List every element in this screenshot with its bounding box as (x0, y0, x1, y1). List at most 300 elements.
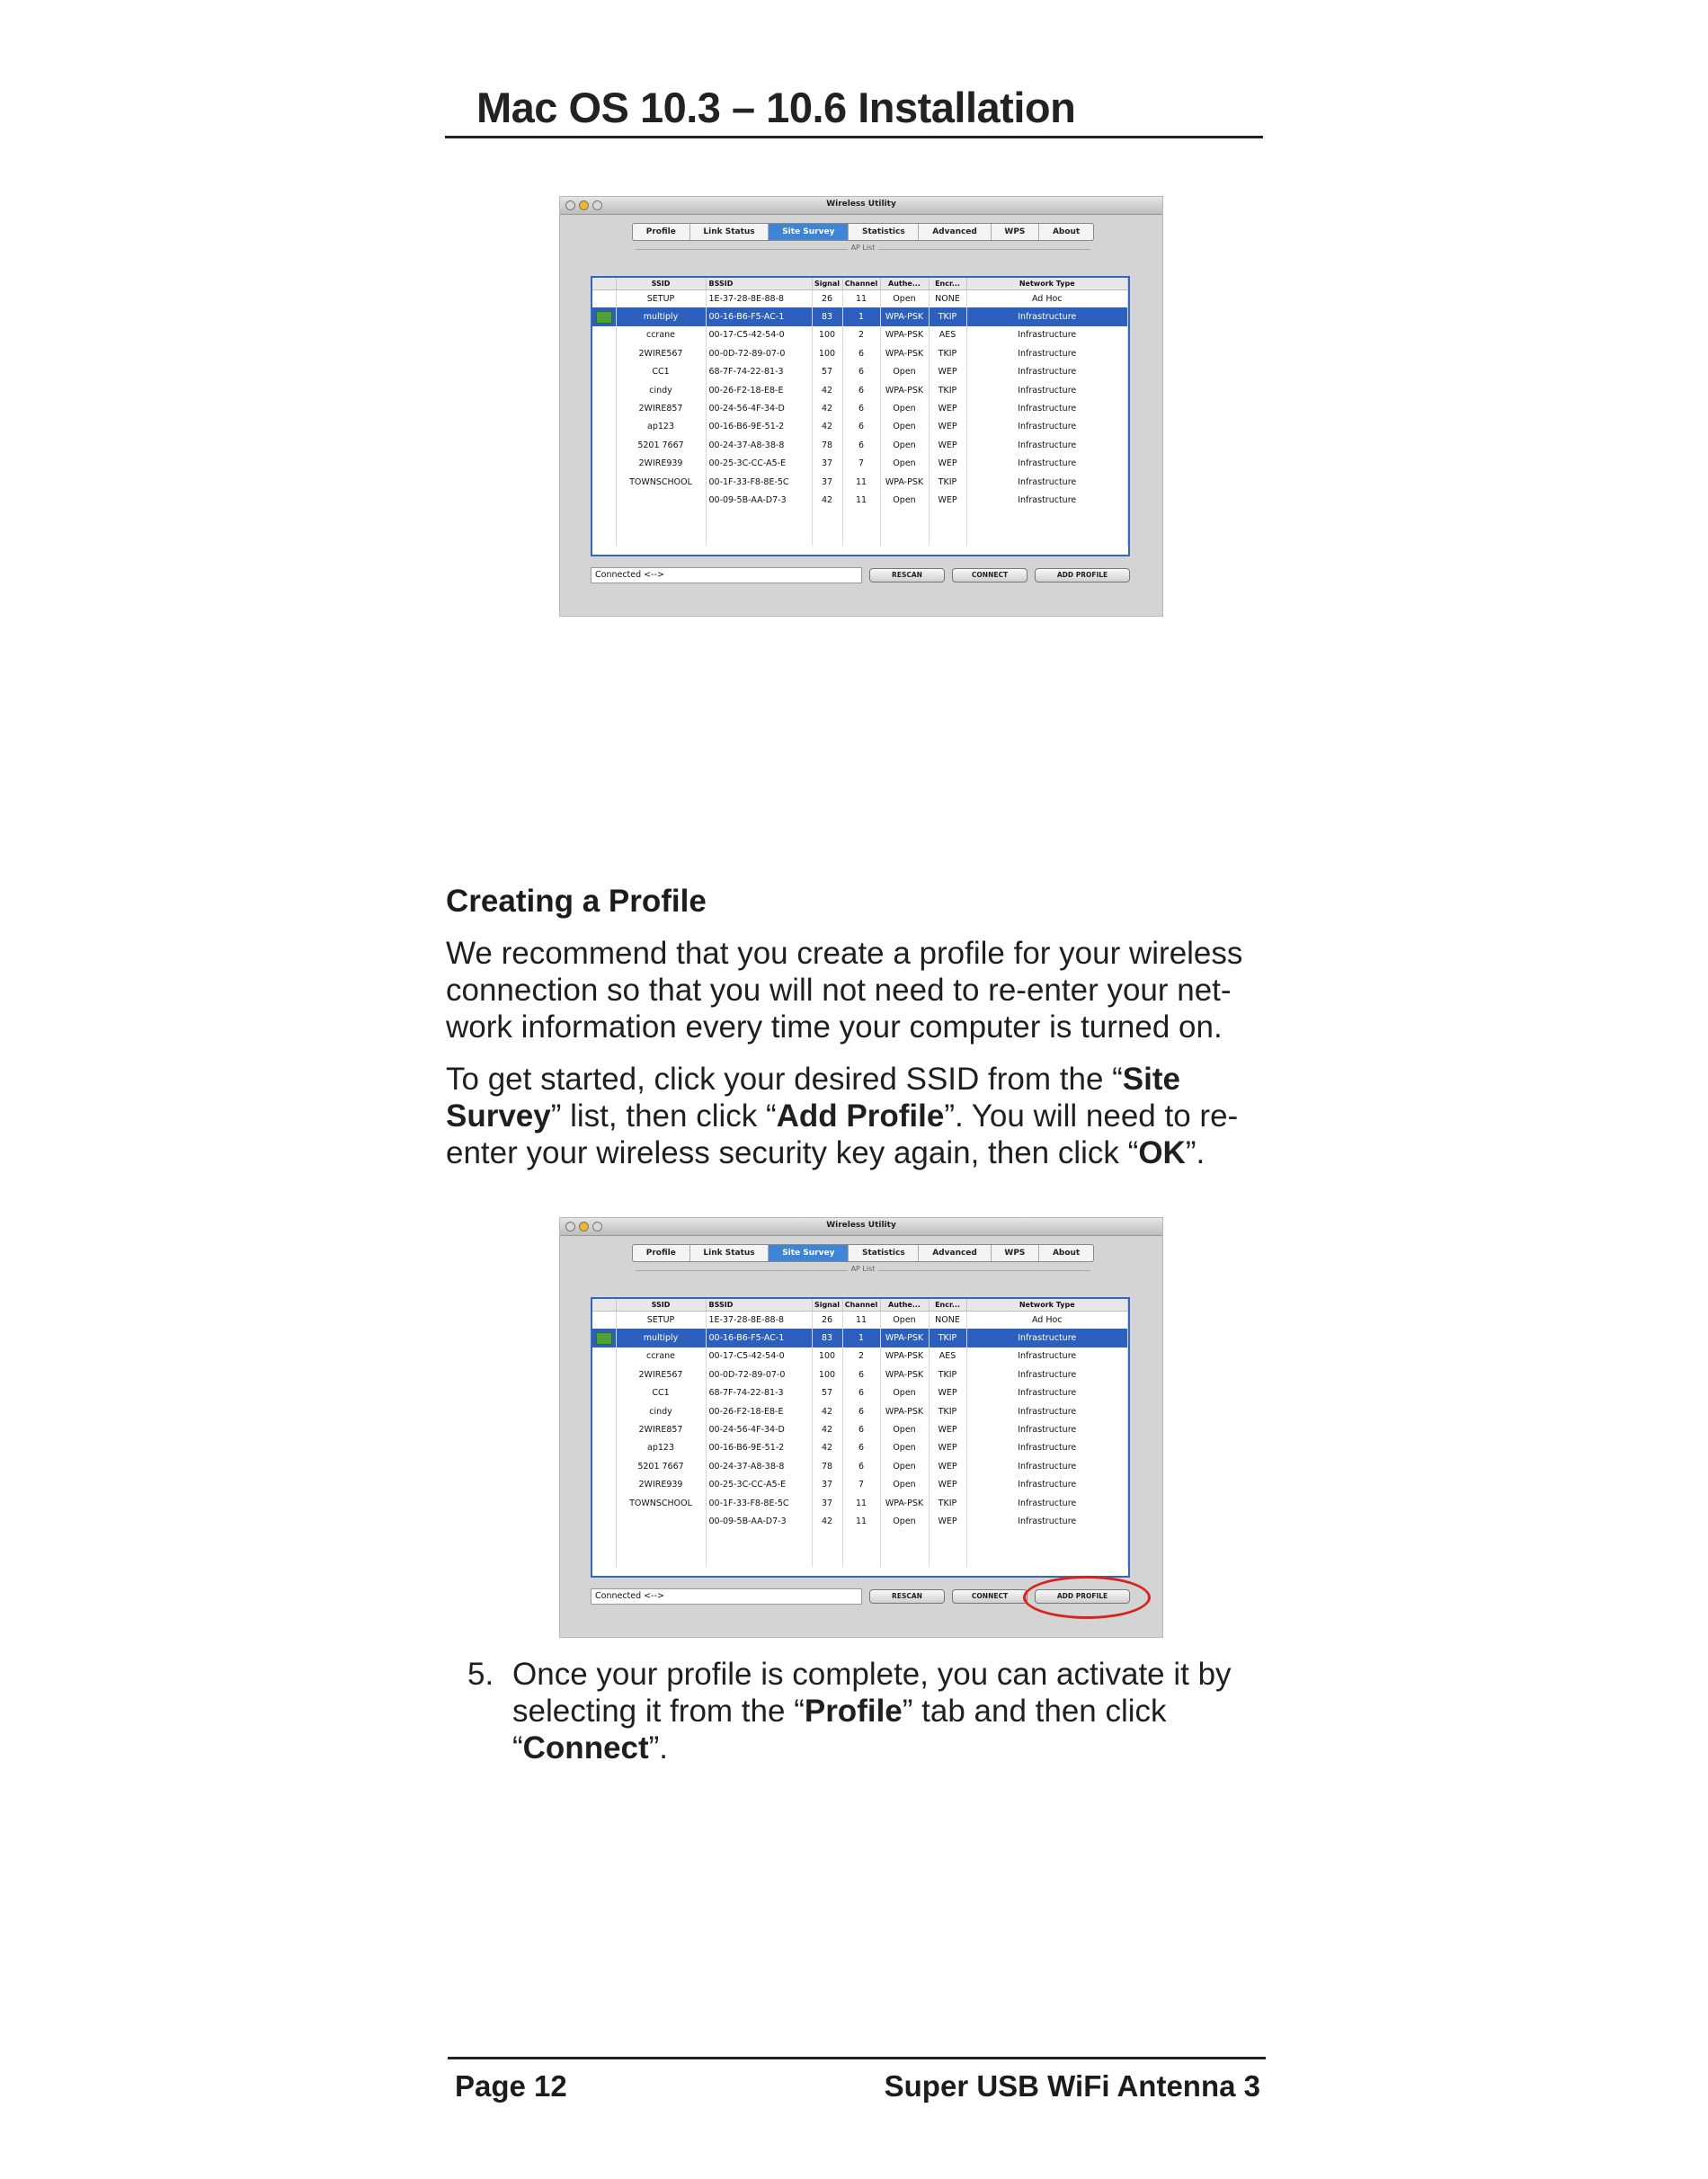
table-cell: multiply (616, 1329, 706, 1347)
table-cell (592, 491, 616, 509)
footer-page-number: Page 12 (455, 2069, 567, 2103)
table-cell: Open (880, 418, 929, 436)
table-cell: 42 (812, 1439, 842, 1457)
table-cell (592, 1384, 616, 1402)
para2-add-profile: Add Profile (776, 1098, 945, 1134)
para2-text-e: ”. You will need to re-enter your wireless security key again, then click “ (446, 1098, 1239, 1170)
table-cell (929, 528, 966, 546)
table-cell: WEP (929, 1512, 966, 1530)
table-cell: TKIP (929, 381, 966, 399)
table-cell: ccrane (616, 1347, 706, 1365)
table-cell: TKIP (929, 473, 966, 491)
table-cell: WEP (929, 1457, 966, 1475)
table-cell: Infrastructure (966, 1439, 1128, 1457)
table-cell (592, 289, 616, 307)
table-cell: 00-1F-33-F8-8E-5C (706, 473, 812, 491)
table-row[interactable] (592, 1439, 1128, 1457)
tab-bar (632, 1244, 1094, 1262)
column-header[interactable]: Signal (812, 1299, 842, 1311)
wireless-utility-screenshot-bottom (559, 1217, 1163, 1638)
table-row[interactable] (592, 1384, 1128, 1402)
table-cell (592, 1402, 616, 1420)
table-cell (812, 510, 842, 528)
table-cell: 1E-37-28-8E-88-8 (706, 289, 812, 307)
column-header[interactable]: BSSID (706, 1299, 812, 1311)
step-profile: Profile (804, 1694, 903, 1729)
table-cell (812, 1531, 842, 1549)
table-cell: WEP (929, 1420, 966, 1438)
table-cell: 6 (842, 1384, 880, 1402)
table-cell (616, 1512, 706, 1530)
table-cell (616, 491, 706, 509)
table-cell: 00-09-5B-AA-D7-3 (706, 491, 812, 509)
table-cell: 00-0D-72-89-07-0 (706, 1365, 812, 1383)
tab-bar (632, 223, 1094, 241)
connected-status-icon (596, 311, 612, 324)
table-cell: Open (880, 491, 929, 509)
table-cell: 00-0D-72-89-07-0 (706, 344, 812, 362)
table-cell: 42 (812, 399, 842, 417)
table-cell (706, 1549, 812, 1567)
table-cell: Infrastructure (966, 399, 1128, 417)
column-header[interactable]: Network Type (966, 1299, 1128, 1311)
table-cell: 11 (842, 473, 880, 491)
table-cell (592, 1329, 616, 1347)
table-cell: TKIP (929, 1494, 966, 1512)
step-text-c: ” tab and then click “ (512, 1694, 1167, 1765)
table-row[interactable] (592, 1311, 1128, 1329)
table-cell (592, 455, 616, 473)
table-cell (592, 363, 616, 381)
add-profile-button[interactable]: ADD PROFILE (1035, 568, 1130, 583)
table-cell: 42 (812, 1402, 842, 1420)
table-cell: 26 (812, 289, 842, 307)
table-row[interactable] (592, 436, 1128, 454)
table-cell: NONE (929, 1311, 966, 1329)
table-cell: 37 (812, 1494, 842, 1512)
table-cell (616, 510, 706, 528)
ap-list-table[interactable] (591, 276, 1130, 556)
table-cell (592, 1549, 616, 1567)
column-header[interactable] (592, 1299, 616, 1311)
table-cell: Infrastructure (966, 326, 1128, 344)
paragraph-instructions (446, 1061, 1269, 1171)
table-cell: WEP (929, 1384, 966, 1402)
table-cell: 68-7F-74-22-81-3 (706, 1384, 812, 1402)
table-cell (592, 307, 616, 325)
column-header[interactable]: Authe... (880, 278, 929, 289)
table-row (592, 1549, 1128, 1567)
table-cell: 00-16-B6-F5-AC-1 (706, 307, 812, 325)
table-cell: NONE (929, 289, 966, 307)
table-cell: 7 (842, 455, 880, 473)
table-cell: 2WIRE939 (616, 1476, 706, 1494)
table-cell: Infrastructure (966, 418, 1128, 436)
table-cell (592, 1494, 616, 1512)
table-cell (592, 436, 616, 454)
table-cell: cindy (616, 1402, 706, 1420)
step-text (512, 1656, 1285, 1766)
table-cell: 26 (812, 1311, 842, 1329)
tab-site-survey[interactable]: Site Survey (769, 1245, 849, 1261)
table-cell (592, 344, 616, 362)
table-cell: AES (929, 326, 966, 344)
table-cell: TKIP (929, 1365, 966, 1383)
table-cell: Open (880, 1420, 929, 1438)
page-header-title: Mac OS 10.3 – 10.6 Installation (476, 84, 1076, 131)
table-row[interactable] (592, 1402, 1128, 1420)
table-cell: CC1 (616, 1384, 706, 1402)
table-cell: WPA-PSK (880, 1329, 929, 1347)
column-header[interactable]: BSSID (706, 278, 812, 289)
table-cell: 2WIRE567 (616, 1365, 706, 1383)
table-row[interactable] (592, 344, 1128, 362)
table-cell: TKIP (929, 307, 966, 325)
table-cell: 00-16-B6-F5-AC-1 (706, 1329, 812, 1347)
table-cell: Infrastructure (966, 436, 1128, 454)
table-cell: WPA-PSK (880, 473, 929, 491)
table-cell: Infrastructure (966, 363, 1128, 381)
table-row[interactable] (592, 1476, 1128, 1494)
table-cell: 00-26-F2-18-E8-E (706, 381, 812, 399)
table-cell: 00-09-5B-AA-D7-3 (706, 1512, 812, 1530)
table-row[interactable] (592, 1512, 1128, 1530)
table-row[interactable] (592, 1457, 1128, 1475)
table-cell: WEP (929, 363, 966, 381)
table-cell: 11 (842, 1311, 880, 1329)
table-row[interactable] (592, 363, 1128, 381)
table-cell: 11 (842, 289, 880, 307)
column-header[interactable]: SSID (616, 1299, 706, 1311)
table-cell: 00-16-B6-9E-51-2 (706, 1439, 812, 1457)
tab-about[interactable]: About (1052, 227, 1081, 236)
tab-statistics[interactable]: Statistics (849, 1245, 919, 1261)
table-cell: 6 (842, 399, 880, 417)
table-cell: 11 (842, 491, 880, 509)
table-cell (880, 528, 929, 546)
table-cell: Open (880, 399, 929, 417)
table-cell: CC1 (616, 363, 706, 381)
table-row (592, 528, 1128, 546)
ap-list-table[interactable] (591, 1297, 1130, 1578)
table-cell: TKIP (929, 1329, 966, 1347)
table-cell: Open (880, 1476, 929, 1494)
ap-list-group (636, 1265, 1090, 1277)
section-heading: Creating a Profile (446, 884, 707, 919)
paragraph-intro: We recommend that you create a profile for your wireless connection so that you will not need to re-enter your net-work information every time your computer is turned on. (446, 936, 1243, 1045)
table-cell: TKIP (929, 344, 966, 362)
table-cell: WPA-PSK (880, 344, 929, 362)
table-cell: TKIP (929, 1402, 966, 1420)
table-cell (592, 528, 616, 546)
para2-text-g: ”. (1185, 1135, 1205, 1170)
table-row[interactable] (592, 307, 1128, 325)
table-cell (592, 1420, 616, 1438)
table-row (592, 1531, 1128, 1549)
table-cell: 6 (842, 436, 880, 454)
table-cell (592, 1365, 616, 1383)
table-cell: 78 (812, 1457, 842, 1475)
ap-list-group (636, 244, 1090, 256)
column-header[interactable]: Authe... (880, 1299, 929, 1311)
table-cell (929, 1531, 966, 1549)
table-cell (812, 528, 842, 546)
table-cell: WPA-PSK (880, 326, 929, 344)
table-cell: Open (880, 436, 929, 454)
table-cell: 00-1F-33-F8-8E-5C (706, 1494, 812, 1512)
table-cell: 00-24-56-4F-34-D (706, 399, 812, 417)
table-cell: 42 (812, 491, 842, 509)
tab-advanced[interactable]: Advanced (919, 1245, 991, 1261)
para2-ok: OK (1138, 1135, 1186, 1170)
table-cell (592, 473, 616, 491)
table-cell: 2WIRE567 (616, 344, 706, 362)
table-row[interactable] (592, 473, 1128, 491)
table-row[interactable] (592, 418, 1128, 436)
table-cell (592, 1476, 616, 1494)
table-cell: AES (929, 1347, 966, 1365)
table-cell: 57 (812, 1384, 842, 1402)
table-cell: WEP (929, 1476, 966, 1494)
table-cell: SETUP (616, 289, 706, 307)
table-cell (880, 1531, 929, 1549)
table-cell: 2WIRE857 (616, 399, 706, 417)
table-cell: Infrastructure (966, 1476, 1128, 1494)
table-cell: Infrastructure (966, 1494, 1128, 1512)
column-header[interactable]: Encr... (929, 1299, 966, 1311)
table-cell: Infrastructure (966, 1420, 1128, 1438)
tab-site-survey[interactable]: Site Survey (769, 224, 849, 240)
table-cell: WPA-PSK (880, 1347, 929, 1365)
table-cell: Open (880, 1311, 929, 1329)
table-cell (929, 510, 966, 528)
column-header[interactable]: Channel (842, 1299, 880, 1311)
table-row[interactable] (592, 455, 1128, 473)
window-title: Wireless Utility (826, 200, 896, 209)
connect-button[interactable]: CONNECT (952, 568, 1027, 583)
table-cell: ap123 (616, 1439, 706, 1457)
table-cell: 6 (842, 418, 880, 436)
table-cell (592, 1512, 616, 1530)
add-profile-highlight-circle (1023, 1576, 1151, 1619)
table-cell: 6 (842, 1420, 880, 1438)
table-cell: 00-24-37-A8-38-8 (706, 436, 812, 454)
table-cell: Open (880, 1439, 929, 1457)
table-cell: 83 (812, 1329, 842, 1347)
tab-statistics[interactable]: Statistics (849, 224, 919, 240)
table-cell: cindy (616, 381, 706, 399)
header-rule (445, 136, 1263, 138)
table-cell: Infrastructure (966, 1402, 1128, 1420)
table-cell: Ad Hoc (966, 289, 1128, 307)
table-cell: Infrastructure (966, 473, 1128, 491)
table-cell: 37 (812, 1476, 842, 1494)
table-row[interactable] (592, 1420, 1128, 1438)
table-row[interactable] (592, 289, 1128, 307)
table-cell: multiply (616, 307, 706, 325)
add-profile-button[interactable]: ADD PROFILE (1035, 1589, 1130, 1604)
column-header[interactable]: Network Type (966, 278, 1128, 289)
table-cell: 1 (842, 1329, 880, 1347)
tab-advanced[interactable]: Advanced (919, 224, 991, 240)
step-connect: Connect (522, 1730, 649, 1765)
table-cell: Open (880, 1512, 929, 1530)
table-cell: WPA-PSK (880, 1494, 929, 1512)
rescan-button[interactable]: RESCAN (869, 568, 945, 583)
column-header[interactable]: Encr... (929, 278, 966, 289)
table-row (592, 510, 1128, 528)
table-cell (592, 1347, 616, 1365)
table-cell (616, 528, 706, 546)
table-cell (966, 1531, 1128, 1549)
footer-rule (448, 2057, 1266, 2059)
table-cell: 5201 7667 (616, 1457, 706, 1475)
table-cell: 2WIRE939 (616, 455, 706, 473)
table-cell: WPA-PSK (880, 1402, 929, 1420)
table-cell (616, 1549, 706, 1567)
connection-status-field: Connected <--> (591, 567, 862, 583)
tab-profile[interactable]: Profile (633, 1245, 690, 1261)
table-row[interactable] (592, 1494, 1128, 1512)
table-cell: 00-17-C5-42-54-0 (706, 1347, 812, 1365)
table-row[interactable] (592, 399, 1128, 417)
window-title: Wireless Utility (826, 1221, 896, 1230)
table-cell: 00-16-B6-9E-51-2 (706, 418, 812, 436)
table-cell: ap123 (616, 418, 706, 436)
table-cell: Open (880, 363, 929, 381)
table-cell: 37 (812, 455, 842, 473)
table-cell: 6 (842, 1365, 880, 1383)
table-row[interactable] (592, 381, 1128, 399)
table-cell: TOWNSCHOOL (616, 1494, 706, 1512)
table-cell: 68-7F-74-22-81-3 (706, 363, 812, 381)
table-cell: WEP (929, 1439, 966, 1457)
table-row[interactable] (592, 1329, 1128, 1347)
table-row[interactable] (592, 326, 1128, 344)
table-cell: Infrastructure (966, 1457, 1128, 1475)
table-cell (592, 399, 616, 417)
table-cell: 5201 7667 (616, 436, 706, 454)
table-cell (592, 510, 616, 528)
table-cell: 6 (842, 1439, 880, 1457)
table-cell: WEP (929, 436, 966, 454)
table-cell: WEP (929, 491, 966, 509)
table-cell: 6 (842, 1457, 880, 1475)
table-cell: 42 (812, 1512, 842, 1530)
column-header[interactable]: Channel (842, 278, 880, 289)
table-cell: Infrastructure (966, 344, 1128, 362)
table-cell: Infrastructure (966, 1347, 1128, 1365)
table-cell: 00-17-C5-42-54-0 (706, 326, 812, 344)
table-cell (592, 1457, 616, 1475)
table-cell (592, 381, 616, 399)
ap-list-label: AP List (848, 244, 879, 252)
table-cell: 00-25-3C-CC-A5-E (706, 455, 812, 473)
table-cell: 1E-37-28-8E-88-8 (706, 1311, 812, 1329)
table-cell (706, 1531, 812, 1549)
tab-wps[interactable]: WPS (992, 1245, 1040, 1261)
table-cell (592, 1311, 616, 1329)
table-cell: 42 (812, 418, 842, 436)
table-cell: Infrastructure (966, 1365, 1128, 1383)
column-header[interactable]: Signal (812, 278, 842, 289)
table-cell: 2 (842, 326, 880, 344)
table-cell: ccrane (616, 326, 706, 344)
table-cell: Open (880, 1457, 929, 1475)
step-number: 5. (467, 1657, 494, 1692)
tab-about[interactable]: About (1052, 1249, 1081, 1258)
tab-wps[interactable]: WPS (992, 224, 1040, 240)
table-cell (592, 1439, 616, 1457)
step-text-e: ”. (648, 1730, 669, 1765)
table-cell (966, 528, 1128, 546)
tab-profile[interactable]: Profile (633, 224, 690, 240)
table-cell: 11 (842, 1494, 880, 1512)
table-cell (966, 1549, 1128, 1567)
connected-status-icon (596, 1332, 612, 1345)
table-cell: WPA-PSK (880, 381, 929, 399)
connection-status-field: Connected <--> (591, 1588, 862, 1605)
table-cell: 2 (842, 1347, 880, 1365)
window-titlebar (560, 1218, 1162, 1236)
table-cell: WEP (929, 399, 966, 417)
table-cell: 00-24-37-A8-38-8 (706, 1457, 812, 1475)
table-cell (706, 528, 812, 546)
table-row[interactable] (592, 1365, 1128, 1383)
table-cell: Infrastructure (966, 491, 1128, 509)
table-cell: Open (880, 1384, 929, 1402)
table-cell (592, 326, 616, 344)
table-cell: 00-24-56-4F-34-D (706, 1420, 812, 1438)
table-cell (842, 528, 880, 546)
table-cell: 7 (842, 1476, 880, 1494)
tab-link-status[interactable]: Link Status (690, 224, 769, 240)
connect-button[interactable]: CONNECT (952, 1589, 1027, 1604)
column-header[interactable] (592, 278, 616, 289)
table-cell: Infrastructure (966, 307, 1128, 325)
table-cell: 11 (842, 1512, 880, 1530)
table-row[interactable] (592, 491, 1128, 509)
table-cell: 37 (812, 473, 842, 491)
table-cell (929, 1549, 966, 1567)
table-cell: Ad Hoc (966, 1311, 1128, 1329)
table-cell: WEP (929, 455, 966, 473)
window-titlebar (560, 197, 1162, 215)
table-cell (842, 1531, 880, 1549)
table-cell (592, 418, 616, 436)
column-header[interactable]: SSID (616, 278, 706, 289)
table-cell (592, 1531, 616, 1549)
ap-list-label: AP List (848, 1265, 879, 1273)
table-cell: WPA-PSK (880, 307, 929, 325)
table-cell: WEP (929, 418, 966, 436)
tab-link-status[interactable]: Link Status (690, 1245, 769, 1261)
table-cell: Open (880, 455, 929, 473)
table-cell (880, 1549, 929, 1567)
table-cell (706, 510, 812, 528)
table-cell: 57 (812, 363, 842, 381)
table-cell: Infrastructure (966, 1512, 1128, 1530)
para2-text-c: ” list, then click “ (550, 1098, 777, 1134)
table-row[interactable] (592, 1347, 1128, 1365)
table-cell (842, 510, 880, 528)
table-cell: 42 (812, 1420, 842, 1438)
wireless-utility-screenshot-top (559, 196, 1163, 617)
table-cell: 100 (812, 344, 842, 362)
table-cell: 6 (842, 381, 880, 399)
table-cell: 78 (812, 436, 842, 454)
rescan-button[interactable]: RESCAN (869, 1589, 945, 1604)
